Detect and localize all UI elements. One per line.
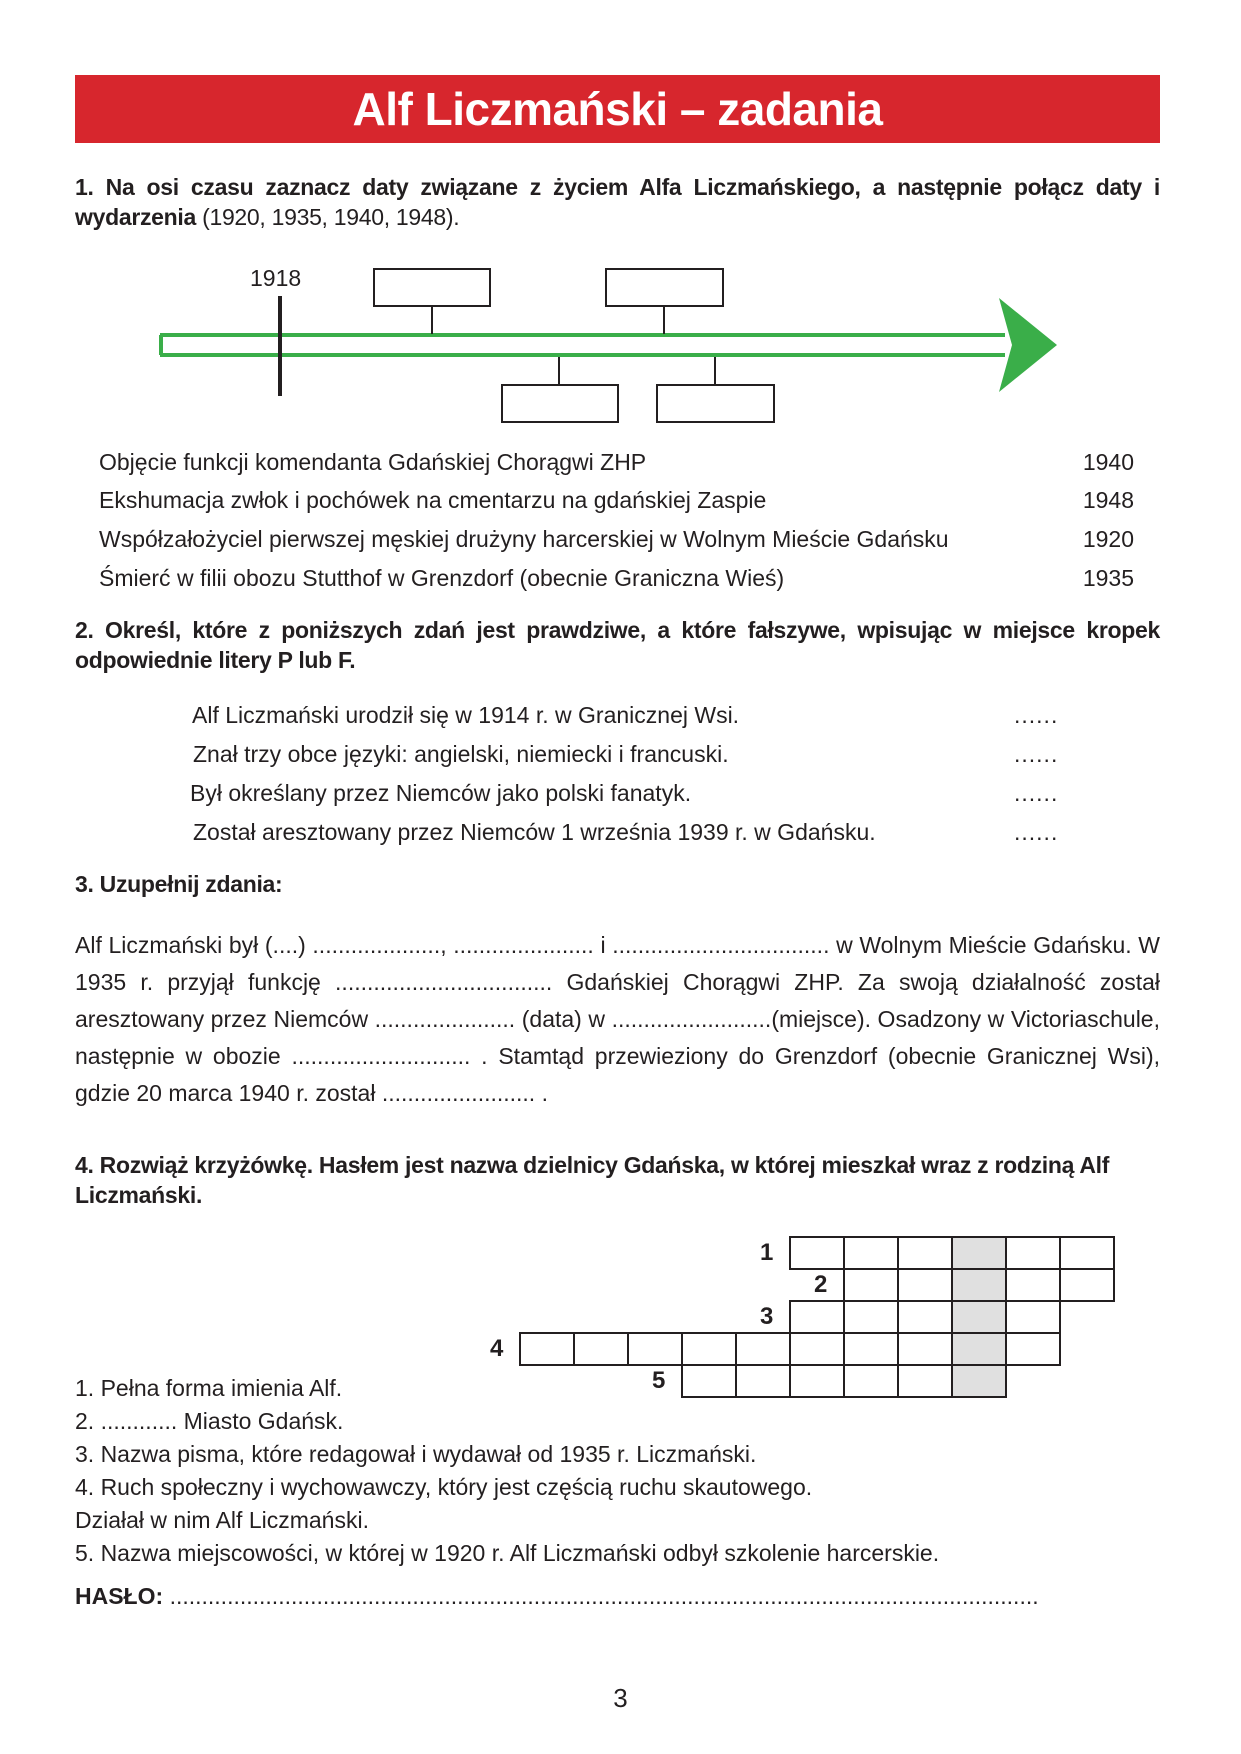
timeline-date-box[interactable] — [502, 385, 618, 422]
crossword-cell[interactable] — [789, 1300, 845, 1334]
crossword-cell[interactable] — [735, 1364, 791, 1398]
event-row — [99, 443, 1134, 481]
crossword-cell[interactable] — [1005, 1300, 1061, 1334]
crossword-cell[interactable] — [789, 1332, 845, 1366]
true-false-row — [0, 780, 1241, 818]
timeline-arrow — [160, 298, 1057, 392]
event-text: Ekshumacja zwłok i pochówek na cmentarzu na gdańskiej Zaspie — [99, 486, 767, 513]
crossword-cell[interactable] — [897, 1300, 953, 1334]
task1-prompt-years: (1920, 1935, 1940, 1948). — [196, 204, 460, 230]
crossword-cell[interactable] — [897, 1236, 953, 1270]
event-text: Współzałożyciel pierwszej męskiej drużyny harcerskiej w Wolnym Mieście Gdańsku — [99, 525, 949, 552]
true-false-row — [0, 741, 1241, 779]
crossword-cell[interactable] — [843, 1236, 899, 1270]
crossword-cell[interactable] — [897, 1364, 953, 1398]
crossword-password-cell[interactable] — [951, 1300, 1007, 1334]
event-text: Śmierć w filii obozu Stutthof w Grenzdorf (obecnie Graniczna Wieś) — [99, 564, 785, 591]
clue: 2. ............ Miasto Gdańsk. — [75, 1408, 344, 1434]
answer-blank[interactable]: ...... — [1014, 741, 1059, 767]
true-false-row — [0, 819, 1241, 857]
event-row — [99, 559, 1134, 597]
timeline-date-box[interactable] — [657, 385, 774, 422]
crossword-row-number: 1 — [760, 1239, 774, 1266]
timeline-date-box[interactable] — [374, 269, 490, 306]
task3-prompt: 3. Uzupełnij zdania: — [75, 871, 283, 897]
answer-blank[interactable]: ...... — [1014, 780, 1059, 806]
crossword-cell[interactable] — [843, 1300, 899, 1334]
crossword-row-number: 5 — [652, 1367, 666, 1394]
clue: 1. Pełna forma imienia Alf. — [75, 1375, 343, 1401]
crossword-cell[interactable] — [1005, 1236, 1061, 1270]
clue: Działał w nim Alf Liczmański. — [75, 1507, 369, 1533]
timeline — [0, 0, 1241, 460]
crossword-cell[interactable] — [573, 1332, 629, 1366]
crossword-cell[interactable] — [843, 1332, 899, 1366]
crossword-cell[interactable] — [519, 1332, 575, 1366]
crossword-cell[interactable] — [1005, 1332, 1061, 1366]
password-label: HASŁO: — [75, 1583, 164, 1609]
timeline-date-box[interactable] — [606, 269, 723, 306]
crossword-password-cell[interactable] — [951, 1268, 1007, 1302]
clue: 5. Nazwa miejscowości, w której w 1920 r. Alf Liczmański odbył szkolenie harcerskie. — [75, 1540, 940, 1566]
event-year: 1920 — [1082, 525, 1134, 552]
crossword-password-cell[interactable] — [951, 1364, 1007, 1398]
task2-prompt: 2. Określ, które z poniższych zdań jest prawdziwe, a które fałszywe, wpisując w miejsce kropek odpowiednie litery P lub F. — [75, 617, 1160, 673]
answer-blank[interactable]: ...... — [1014, 819, 1059, 845]
true-false-row — [0, 702, 1241, 740]
event-year: 1940 — [1082, 448, 1134, 475]
page-number: 3 — [613, 1683, 628, 1713]
crossword-cell[interactable] — [789, 1236, 845, 1270]
event-text: Objęcie funkcji komendanta Gdańskiej Chorągwi ZHP — [99, 448, 647, 475]
crossword-password-cell[interactable] — [951, 1236, 1007, 1270]
fill-in-paragraph[interactable]: Alf Liczmański był (....) ...................., ...................... i .................................. w Wolnym Mieście Gdańsku. W 1935 r. przyjął funkcję .................................. Gdańskiej Chorągwi ZHP. Za swoją działalność został aresztowany przez Niemców ...................... (data) w .........................(miejsce). Osadzony w Victoriaschule, następnie w obozie ............................ . Stamtąd przewieziony do Grenzdorf (obecnie Granicznej Wsi), gdzie 20 marca 1940 r. został ........................ . — [75, 932, 1160, 1106]
crossword-cell[interactable] — [681, 1364, 737, 1398]
crossword-cell[interactable] — [843, 1268, 899, 1302]
password-line — [75, 1583, 1039, 1610]
crossword-row-number: 4 — [490, 1335, 504, 1362]
clue: 3. Nazwa pisma, które redagował i wydawał od 1935 r. Liczmański. — [75, 1441, 757, 1467]
event-year: 1935 — [1082, 564, 1134, 591]
crossword-password-cell[interactable] — [951, 1332, 1007, 1366]
crossword-row-number: 2 — [814, 1271, 828, 1298]
task1-prompt-bold: 1. Na osi czasu zaznacz daty związane z życiem Alfa Liczmańskiego, a następnie połącz daty i wydarzenia — [75, 174, 1160, 230]
crossword-cell[interactable] — [1005, 1268, 1061, 1302]
event-year: 1948 — [1082, 486, 1134, 513]
event-row — [99, 520, 1134, 558]
statement-text: Alf Liczmański urodził się w 1914 r. w Granicznej Wsi. — [192, 702, 740, 728]
crossword-cell[interactable] — [789, 1364, 845, 1398]
crossword-cell[interactable] — [735, 1332, 791, 1366]
crossword-cell[interactable] — [897, 1332, 953, 1366]
crossword-row-number: 3 — [760, 1303, 774, 1330]
clue: 4. Ruch społeczny i wychowawczy, który jest częścią ruchu skautowego. — [75, 1474, 813, 1500]
crossword-cell[interactable] — [843, 1364, 899, 1398]
crossword-cell[interactable] — [627, 1332, 683, 1366]
crossword-cell[interactable] — [897, 1268, 953, 1302]
crossword-cell[interactable] — [681, 1332, 737, 1366]
statement-text: Został aresztowany przez Niemców 1 września 1939 r. w Gdańsku. — [193, 819, 876, 845]
password-blank[interactable]: ........................................................................................................................................ — [169, 1583, 1039, 1609]
timeline-arrow-head — [999, 298, 1057, 392]
event-row — [99, 481, 1134, 519]
statement-text: Znał trzy obce języki: angielski, niemiecki i francuski. — [193, 741, 729, 767]
task4-prompt: 4. Rozwiąż krzyżówkę. Hasłem jest nazwa dzielnicy Gdańska, w której mieszkał wraz z rodziną Alf Liczmański. — [75, 1152, 1110, 1208]
statement-text: Był określany przez Niemców jako polski fanatyk. — [190, 780, 692, 806]
crossword-cell[interactable] — [1059, 1268, 1115, 1302]
timeline-start-label: 1918 — [250, 265, 302, 291]
crossword-cell[interactable] — [1059, 1236, 1115, 1270]
answer-blank[interactable]: ...... — [1014, 702, 1059, 728]
page-title: Alf Liczmański – zadania — [352, 83, 883, 135]
timeline-arrow-shaft — [160, 335, 1005, 355]
